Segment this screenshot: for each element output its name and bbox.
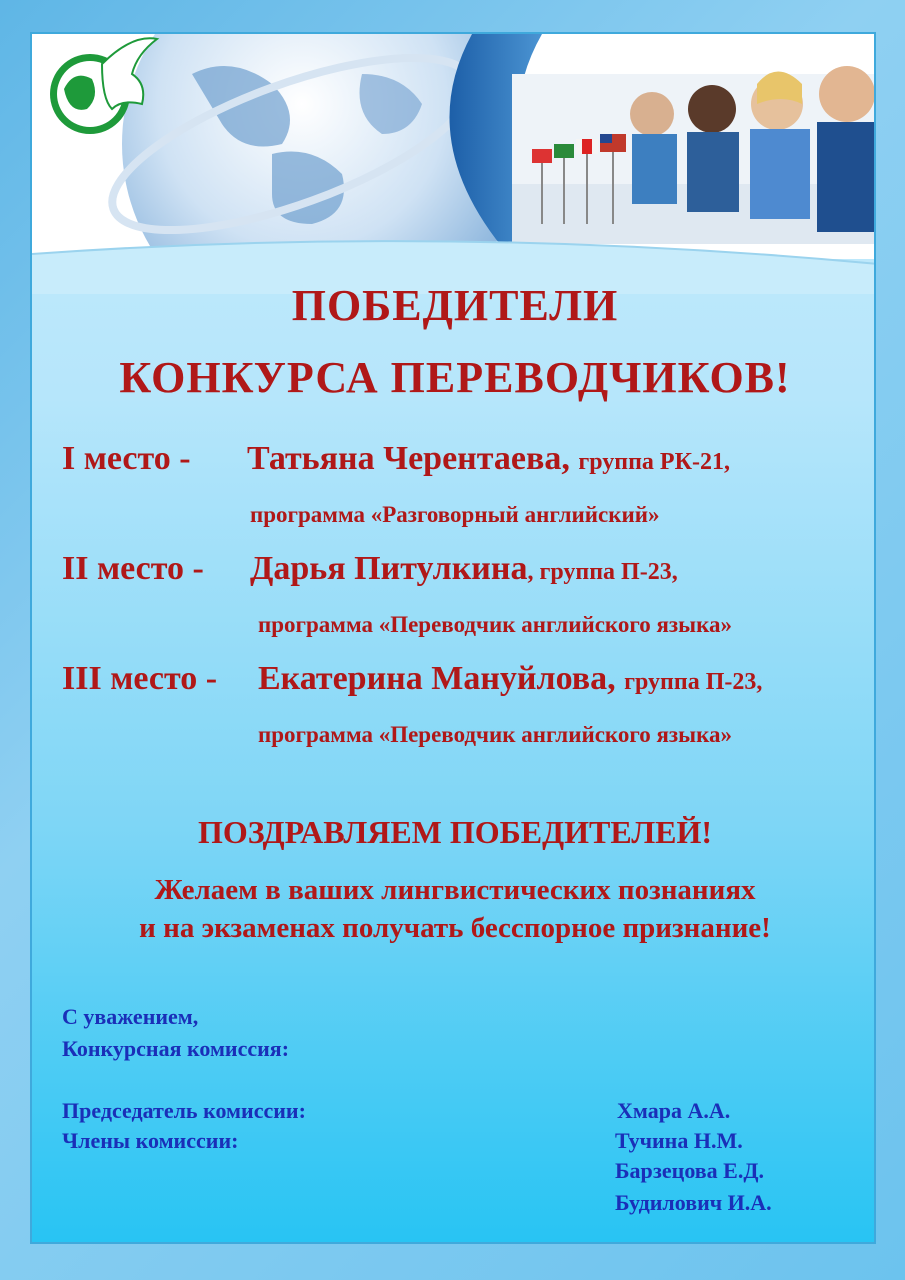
chair-label: Председатель комиссии: [62, 1098, 306, 1123]
page-title-line2: КОНКУРСА ПЕРЕВОДЧИКОВ! [119, 353, 791, 402]
winner-place-3: III место - [62, 660, 218, 697]
page-title-line1: ПОБЕДИТЕЛИ [291, 281, 619, 330]
winner-name: Татьяна Черентаева, [247, 440, 570, 477]
regards-text: С уважением, [62, 1004, 199, 1029]
poster [30, 32, 876, 1244]
winner-place-2: II место - [62, 550, 204, 587]
winner-group: группа РК-21, [578, 449, 730, 475]
member-name-3: Будилович И.А. [615, 1190, 772, 1215]
winner-name: Дарья Питулкина [250, 550, 528, 587]
congrats-heading: ПОЗДРАВЛЯЕМ ПОБЕДИТЕЛЕЙ! [197, 814, 713, 850]
winner-name-2 [250, 550, 678, 588]
winner-place-1: I место - [62, 440, 191, 477]
winner-name-1 [247, 440, 730, 478]
wish-line1: Желаем в ваших лингвистических познаниях [154, 874, 756, 906]
winner-program-1: программа «Разговорный английский» [250, 502, 660, 527]
winner-program-3: программа «Переводчик английского языка» [258, 722, 733, 747]
member-name-1: Тучина Н.М. [615, 1128, 743, 1153]
header-banner [32, 34, 876, 259]
member-name-2: Барзецова Е.Д. [615, 1158, 764, 1183]
winner-name-3 [258, 660, 762, 698]
delegates-photo [512, 66, 876, 244]
winner-group: , группа П-23, [527, 559, 678, 585]
winner-group: группа П-23, [624, 669, 763, 695]
members-label: Члены комиссии: [62, 1128, 239, 1153]
winner-name: Екатерина Мануйлова, [258, 660, 616, 697]
wish-line2: и на экзаменах получать бесспорное признание! [139, 912, 771, 944]
committee-text: Конкурсная комиссия: [62, 1036, 290, 1061]
winner-program-2: программа «Переводчик английского языка» [258, 612, 733, 637]
chair-name: Хмара А.А. [617, 1098, 731, 1123]
